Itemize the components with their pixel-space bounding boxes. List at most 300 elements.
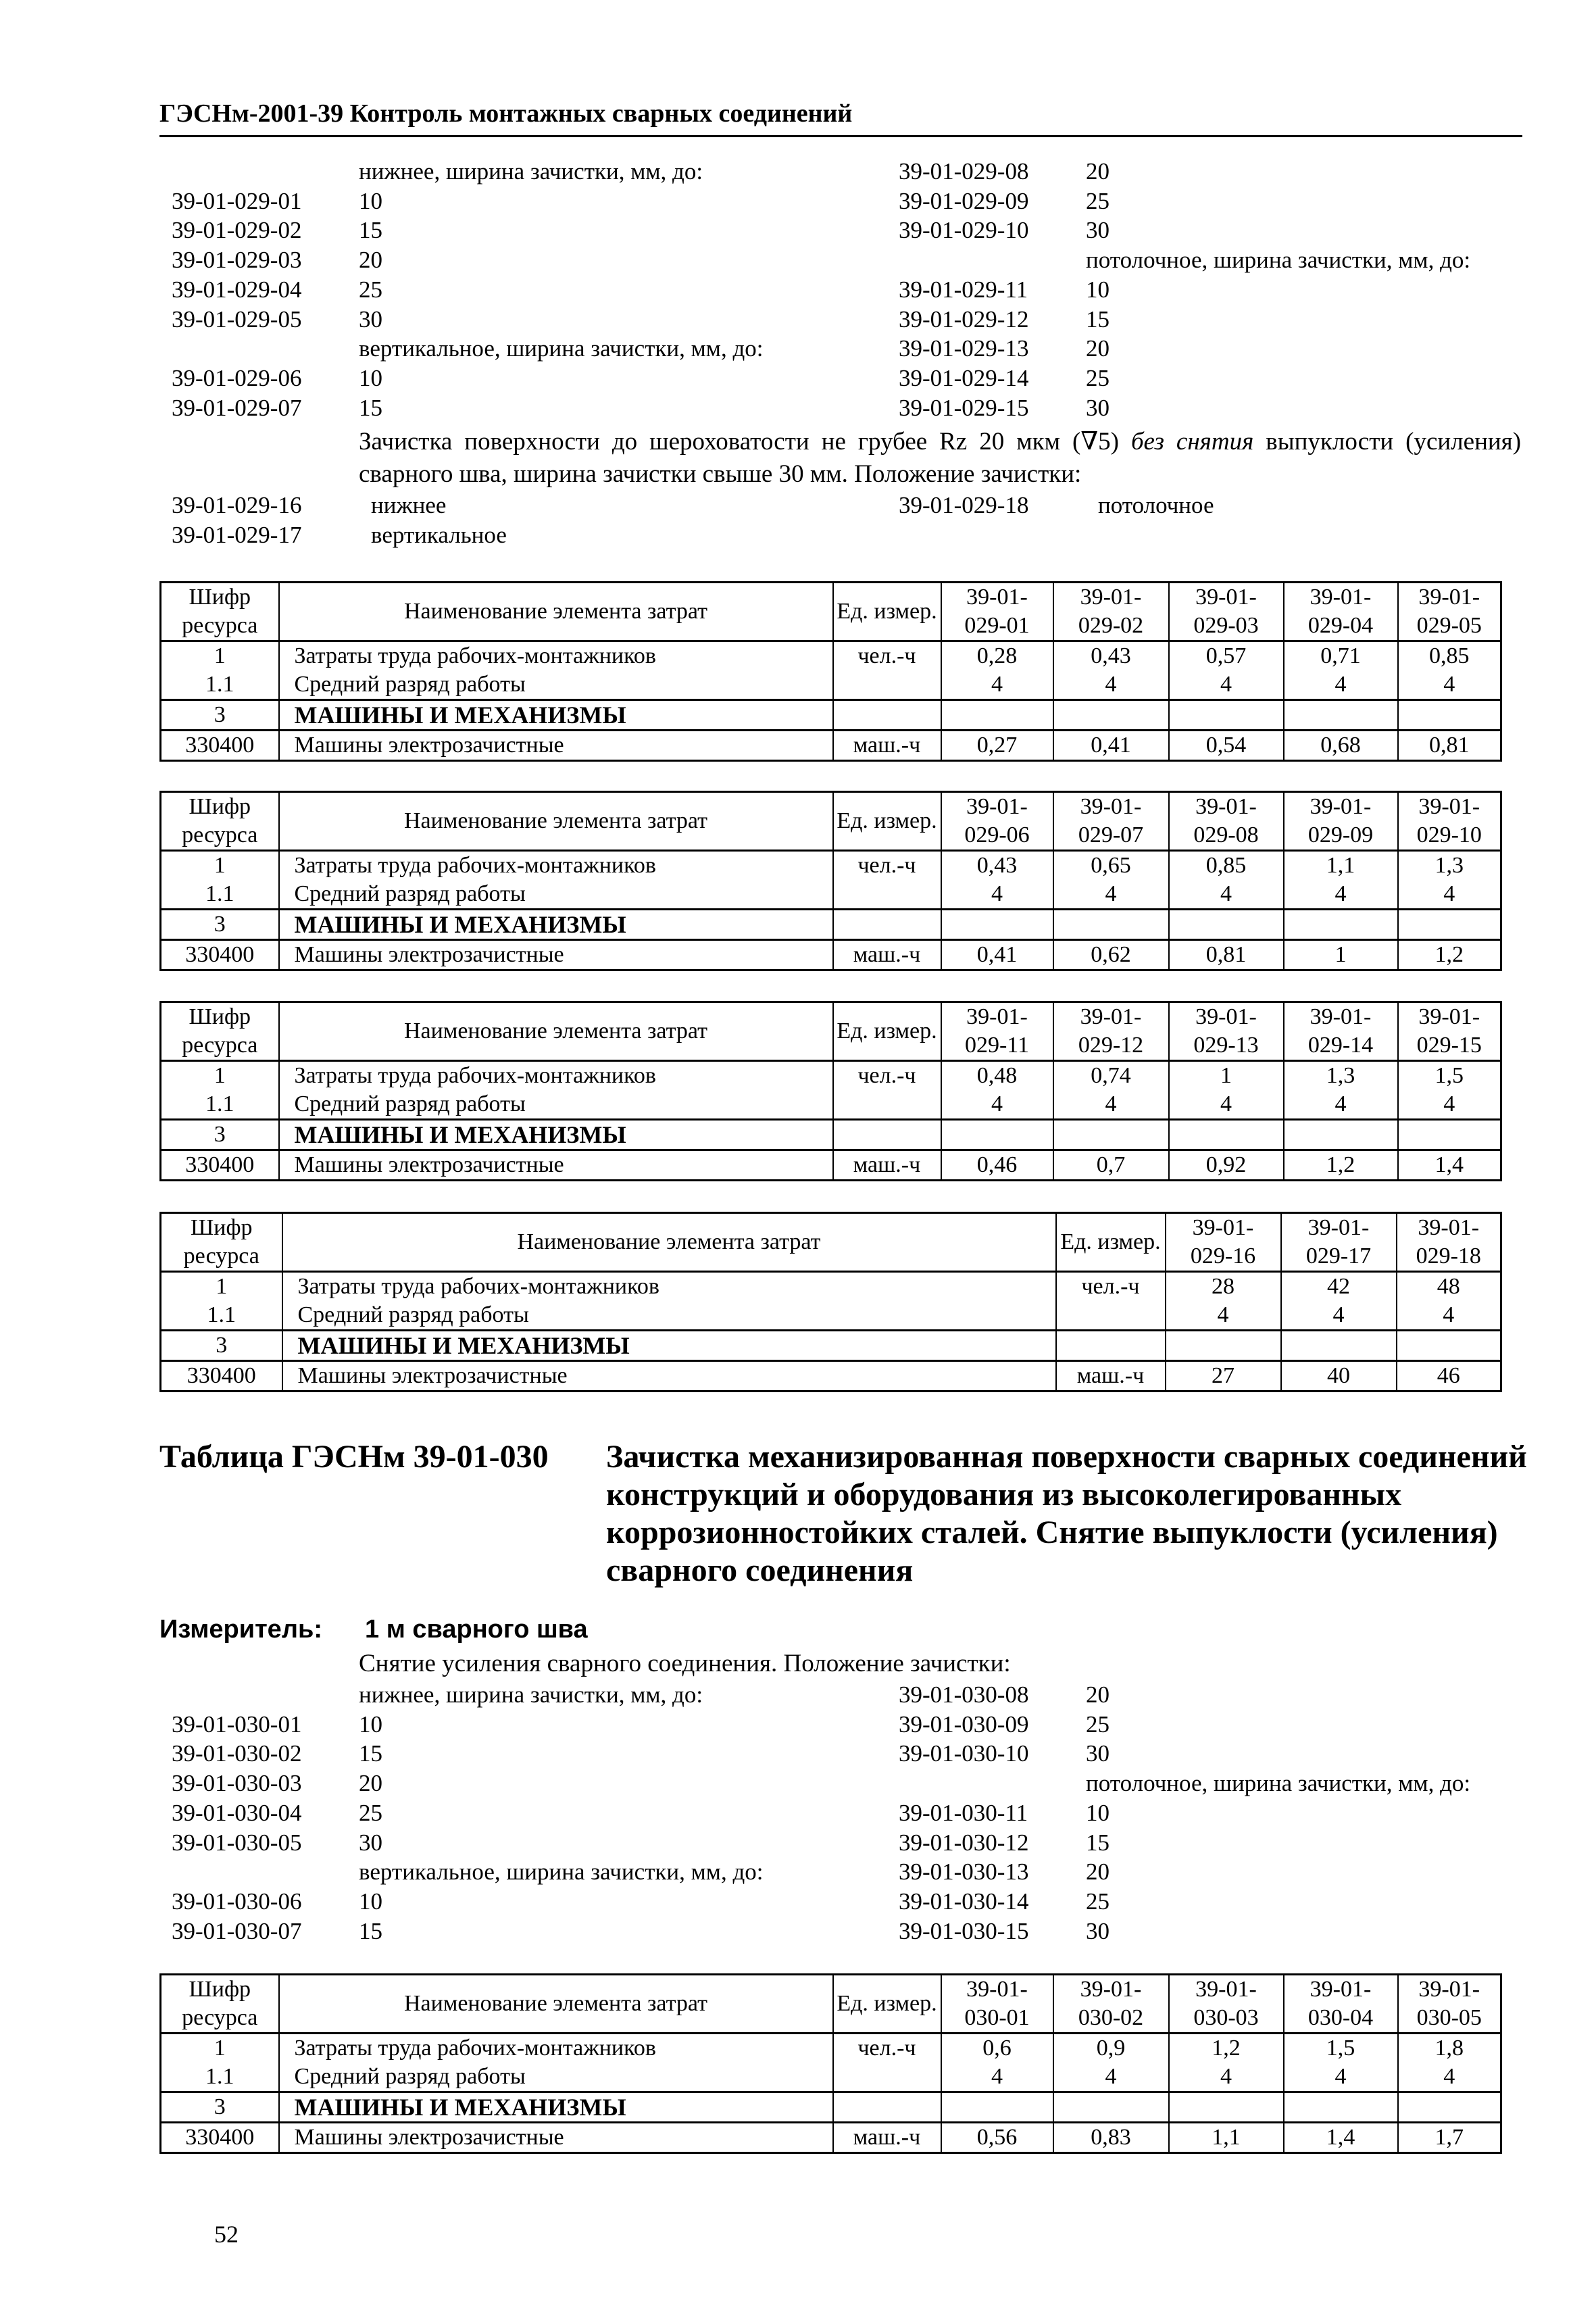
description-paragraph [359, 426, 1521, 491]
resource-table [159, 791, 1502, 971]
header-code: 39-01- 029-18 [1397, 1213, 1501, 1272]
table-row [161, 700, 1501, 731]
cell-value: 4 [1166, 1301, 1281, 1331]
item-value: 10 [359, 187, 382, 214]
cell-name: Средний разряд работы [279, 670, 833, 700]
cell-value: 0,54 [1169, 731, 1284, 761]
table-row [161, 670, 1501, 700]
cell-shifr: 1.1 [161, 1090, 279, 1120]
cell-value: 4 [941, 1090, 1053, 1120]
listing-line [0, 305, 1596, 335]
item-value: 30 [359, 1829, 382, 1856]
cell-value: 4 [941, 670, 1053, 700]
item-code-right: 39-01-030-13 [899, 1858, 1029, 1886]
item-value-right: 25 [1086, 1710, 1109, 1738]
cell-name: Средний разряд работы [282, 1301, 1056, 1331]
cell-value: 1,5 [1398, 1061, 1501, 1091]
header-unit: Ед. измер. [1056, 1213, 1166, 1272]
item-value: 20 [359, 247, 382, 274]
header-code: 39-01- 029-16 [1166, 1213, 1281, 1272]
header-code: 39-01- 029-04 [1284, 583, 1398, 641]
header-code: 39-01- 029-11 [941, 1002, 1053, 1061]
header-code: 39-01- 030-02 [1053, 1975, 1169, 2034]
header-shifr: Шифр ресурса [161, 1975, 279, 2034]
measure-label: Измеритель: [159, 1615, 322, 1644]
item-code: 39-01-029-07 [172, 394, 302, 421]
header-code: 39-01- 030-03 [1169, 1975, 1284, 2034]
cell-value: 1,1 [1284, 851, 1398, 881]
cell-value: 0,28 [941, 641, 1053, 671]
cell-value: 0,57 [1169, 641, 1284, 671]
cell-value: 1,1 [1169, 2123, 1284, 2153]
cell-unit: чел.-ч [833, 641, 941, 671]
cell-unit [833, 1120, 941, 1150]
table-header-row [161, 792, 1501, 851]
cell-value: 1,7 [1398, 2123, 1501, 2153]
item-code-right: 39-01-029-18 [899, 492, 1029, 518]
item-value: вертикальное, ширина зачистки, мм, до: [359, 1858, 764, 1886]
cell-value [1053, 700, 1169, 731]
cell-value: 0,85 [1398, 641, 1501, 671]
cell-shifr: 3 [161, 700, 279, 731]
header-code: 39-01- 029-10 [1398, 792, 1501, 851]
header-code: 39-01- 030-05 [1398, 1975, 1501, 2034]
cell-shifr: 330400 [161, 2123, 279, 2153]
item-value-right: 15 [1086, 305, 1109, 333]
table-row [161, 2034, 1501, 2063]
item-value-right: 20 [1086, 335, 1109, 362]
cell-value [941, 2092, 1053, 2123]
cell-value: 1,3 [1284, 1061, 1398, 1091]
item-code: 39-01-030-05 [172, 1829, 302, 1856]
cell-name: МАШИНЫ И МЕХАНИЗМЫ [279, 2092, 833, 2123]
item-value: 25 [359, 1799, 382, 1826]
header-code: 39-01- 030-04 [1284, 1975, 1398, 2034]
item-value-right: 25 [1086, 187, 1109, 214]
cell-name: МАШИНЫ И МЕХАНИЗМЫ [279, 700, 833, 731]
cell-shifr: 1 [161, 1061, 279, 1091]
cell-value: 0,81 [1398, 731, 1501, 761]
cell-value: 1,2 [1398, 940, 1501, 970]
item-code: 39-01-029-05 [172, 305, 302, 333]
cell-value: 1,5 [1284, 2034, 1398, 2063]
table-row [161, 851, 1501, 881]
cell-unit [833, 2063, 941, 2092]
cell-value [941, 910, 1053, 940]
item-value: нижнее, ширина зачистки, мм, до: [359, 1681, 703, 1708]
cell-value [1169, 1120, 1284, 1150]
table-row [161, 1301, 1501, 1331]
item-code: 39-01-030-03 [172, 1770, 302, 1797]
item-value: 15 [359, 394, 382, 421]
paragraph-text: Зачистка поверхности до шероховатости не грубее Rz 20 мкм (∇5) [359, 428, 1131, 456]
cell-value: 0,83 [1053, 2123, 1169, 2153]
cell-value: 0,85 [1169, 851, 1284, 881]
item-code: 39-01-029-02 [172, 217, 302, 244]
item-code-right: 39-01-030-12 [899, 1829, 1029, 1856]
row-group [161, 2034, 1501, 2092]
cell-value [1284, 2092, 1398, 2123]
cell-value: 4 [1281, 1301, 1397, 1331]
cell-shifr: 330400 [161, 1150, 279, 1181]
header-code: 39-01- 029-09 [1284, 792, 1398, 851]
cell-value [1398, 1120, 1501, 1150]
header-unit: Ед. измер. [833, 792, 941, 851]
table-row [161, 880, 1501, 910]
cell-unit: маш.-ч [833, 1150, 941, 1181]
cell-shifr: 1.1 [161, 1301, 282, 1331]
table-row [161, 1361, 1501, 1392]
item-value: вертикальное, ширина зачистки, мм, до: [359, 335, 764, 362]
cell-value: 0,74 [1053, 1061, 1169, 1091]
listing-line [0, 1917, 1596, 1946]
cell-value [1169, 700, 1284, 731]
item-code-right: 39-01-029-15 [899, 394, 1029, 421]
row-group [161, 1272, 1501, 1331]
item-code: 39-01-029-01 [172, 187, 302, 214]
row-group [161, 1331, 1501, 1392]
item-code-right: 39-01-030-15 [899, 1917, 1029, 1944]
header-code: 39-01- 029-03 [1169, 583, 1284, 641]
paragraph-italic: без снятия [1130, 428, 1254, 456]
item-value-right: потолочное, ширина зачистки, мм, до: [1086, 247, 1471, 274]
cell-value: 4 [1053, 1090, 1169, 1120]
row-group [161, 700, 1501, 761]
cell-value: 27 [1166, 1361, 1281, 1392]
cell-value: 4 [1284, 1090, 1398, 1120]
cell-value [1166, 1331, 1281, 1361]
header-code: 39-01- 029-15 [1398, 1002, 1501, 1061]
row-group [161, 641, 1501, 700]
cell-value: 1,3 [1398, 851, 1501, 881]
cell-value: 0,71 [1284, 641, 1398, 671]
item-value: 10 [359, 364, 382, 391]
cell-shifr: 1 [161, 641, 279, 671]
item-code-right: 39-01-030-14 [899, 1888, 1029, 1915]
measure-value: 1 м сварного шва [365, 1615, 588, 1644]
table-row [161, 2092, 1501, 2123]
cell-shifr: 330400 [161, 940, 279, 970]
cell-value: 4 [1169, 2063, 1284, 2092]
cell-shifr: 1 [161, 1272, 282, 1302]
table-row [161, 2123, 1501, 2153]
cell-value: 0,9 [1053, 2034, 1169, 2063]
listing-line [0, 1739, 1596, 1769]
header-code: 39-01- 029-08 [1169, 792, 1284, 851]
table-row [161, 1150, 1501, 1181]
cell-value: 4 [1169, 880, 1284, 910]
cell-value: 0,41 [941, 940, 1053, 970]
cell-value: 4 [1053, 2063, 1169, 2092]
header-code: 39-01- 029-06 [941, 792, 1053, 851]
item-code: 39-01-030-01 [172, 1710, 302, 1738]
header-unit: Ед. измер. [833, 1975, 941, 2034]
listing-line [0, 491, 1596, 520]
cell-value [941, 700, 1053, 731]
cell-unit [833, 880, 941, 910]
cell-value: 4 [1398, 880, 1501, 910]
item-code-right: 39-01-030-11 [899, 1799, 1028, 1826]
item-value: 10 [359, 1888, 382, 1915]
cell-unit [833, 700, 941, 731]
listing-line [0, 334, 1596, 364]
cell-value: 4 [1053, 670, 1169, 700]
item-code: 39-01-030-04 [172, 1799, 302, 1826]
cell-value: 0,62 [1053, 940, 1169, 970]
header-code: 39-01- 029-07 [1053, 792, 1169, 851]
header-shifr: Шифр ресурса [161, 792, 279, 851]
header-shifr: Шифр ресурса [161, 1002, 279, 1061]
cell-name: Затраты труда рабочих-монтажников [279, 1061, 833, 1091]
cell-name: Затраты труда рабочих-монтажников [279, 641, 833, 671]
cell-value [1169, 2092, 1284, 2123]
cell-value: 0,46 [941, 1150, 1053, 1181]
item-value-right: 20 [1086, 1681, 1109, 1708]
row-group [161, 1120, 1501, 1181]
cell-name: Машины электрозачистные [279, 1150, 833, 1181]
cell-value: 0,68 [1284, 731, 1398, 761]
cell-value: 4 [941, 2063, 1053, 2092]
table-row [161, 731, 1501, 761]
cell-value: 4 [941, 880, 1053, 910]
item-code: 39-01-029-06 [172, 364, 302, 391]
page-number: 52 [214, 2221, 239, 2248]
cell-value: 0,43 [941, 851, 1053, 881]
item-value: 10 [359, 1710, 382, 1738]
header-name: Наименование элемента затрат [279, 792, 833, 851]
item-code-right: 39-01-030-09 [899, 1710, 1029, 1738]
header-code: 39-01- 029-17 [1281, 1213, 1397, 1272]
item-value-right: 30 [1086, 1917, 1109, 1944]
table-row [161, 1272, 1501, 1302]
cell-name: МАШИНЫ И МЕХАНИЗМЫ [282, 1331, 1056, 1361]
table-row [161, 1120, 1501, 1150]
cell-value: 40 [1281, 1361, 1397, 1392]
cell-shifr: 1.1 [161, 880, 279, 910]
resource-table [159, 1001, 1502, 1181]
item-value-right: 20 [1086, 158, 1109, 184]
cell-value: 4 [1398, 670, 1501, 700]
item-value-right: 25 [1086, 1888, 1109, 1915]
item-code-right: 39-01-029-08 [899, 158, 1029, 184]
header-name: Наименование элемента затрат [282, 1213, 1056, 1272]
cell-name: МАШИНЫ И МЕХАНИЗМЫ [279, 1120, 833, 1150]
cell-value: 1,2 [1169, 2034, 1284, 2063]
item-value-right: 15 [1086, 1829, 1109, 1856]
item-code: 39-01-030-02 [172, 1740, 302, 1767]
item-code-right: 39-01-029-14 [899, 364, 1029, 391]
cell-value: 42 [1281, 1272, 1397, 1302]
cell-shifr: 1 [161, 851, 279, 881]
item-value-right: потолочное, ширина зачистки, мм, до: [1086, 1770, 1471, 1797]
item-value: нижнее, ширина зачистки, мм, до: [359, 158, 703, 184]
paragraph-text-end: выпуклости (усиления) сварного шва, ширина зачистки свыше 30 мм. Положение зачистки: [359, 428, 1522, 488]
header-unit: Ед. измер. [833, 1002, 941, 1061]
item-code-right: 39-01-029-11 [899, 276, 1028, 303]
cell-shifr: 3 [161, 1331, 282, 1361]
table-row [161, 910, 1501, 940]
cell-value: 4 [1169, 670, 1284, 700]
cell-unit: маш.-ч [833, 2123, 941, 2153]
item-code: 39-01-029-04 [172, 276, 302, 303]
cell-shifr: 330400 [161, 731, 279, 761]
resource-table [159, 1212, 1502, 1392]
cell-value: 1,8 [1398, 2034, 1501, 2063]
cell-value [941, 1120, 1053, 1150]
header-name: Наименование элемента затрат [279, 1002, 833, 1061]
cell-value [1398, 910, 1501, 940]
cell-value: 1 [1169, 1061, 1284, 1091]
listing-line [0, 520, 1596, 550]
listing-line [0, 1710, 1596, 1740]
table-header-row [161, 1213, 1501, 1272]
cell-value: 0,48 [941, 1061, 1053, 1091]
header-code: 39-01- 029-02 [1053, 583, 1169, 641]
cell-value [1053, 910, 1169, 940]
cell-unit: чел.-ч [833, 2034, 941, 2063]
cell-name: Средний разряд работы [279, 880, 833, 910]
cell-unit [833, 1090, 941, 1120]
item-code: 39-01-030-06 [172, 1888, 302, 1915]
item-code-right: 39-01-029-10 [899, 217, 1029, 244]
section-label: Таблица ГЭСНм 39-01-030 [159, 1439, 549, 1475]
cell-value: 1,2 [1284, 1150, 1398, 1181]
item-code: 39-01-029-03 [172, 247, 302, 274]
item-code-right: 39-01-030-10 [899, 1740, 1029, 1767]
item-value-right: 25 [1086, 364, 1109, 391]
table-row [161, 1061, 1501, 1091]
item-value-right: потолочное [1098, 492, 1214, 518]
cell-value: 4 [1284, 2063, 1398, 2092]
header-code: 39-01- 030-01 [941, 1975, 1053, 2034]
cell-value: 0,65 [1053, 851, 1169, 881]
cell-unit [833, 670, 941, 700]
resource-table [159, 1973, 1502, 2154]
row-group [161, 910, 1501, 970]
cell-shifr: 330400 [161, 1361, 282, 1392]
row-group [161, 851, 1501, 910]
cell-unit [1056, 1301, 1166, 1331]
table-row [161, 2063, 1501, 2092]
cell-name: Машины электрозачистные [279, 2123, 833, 2153]
item-code: 39-01-029-16 [172, 492, 302, 518]
listing-line [0, 1887, 1596, 1917]
listing-line [0, 1798, 1596, 1828]
cell-value: 46 [1397, 1361, 1501, 1392]
header-rule [159, 135, 1522, 137]
item-value: 20 [359, 1770, 382, 1797]
header-name: Наименование элемента затрат [279, 583, 833, 641]
cell-value: 4 [1169, 1090, 1284, 1120]
table-row [161, 641, 1501, 671]
cell-value [1284, 910, 1398, 940]
cell-name: Затраты труда рабочих-монтажников [279, 2034, 833, 2063]
header-code: 39-01- 029-05 [1398, 583, 1501, 641]
cell-shifr: 3 [161, 1120, 279, 1150]
cell-value: 4 [1398, 2063, 1501, 2092]
cell-value: 1,4 [1398, 1150, 1501, 1181]
cell-value: 4 [1053, 880, 1169, 910]
item-code-right: 39-01-029-12 [899, 305, 1029, 333]
cell-value [1398, 700, 1501, 731]
cell-name: Затраты труда рабочих-монтажников [282, 1272, 1056, 1302]
cell-unit: чел.-ч [833, 1061, 941, 1091]
cell-value [1053, 2092, 1169, 2123]
cell-name: Средний разряд работы [279, 1090, 833, 1120]
cell-shifr: 3 [161, 2092, 279, 2123]
cell-value [1398, 2092, 1501, 2123]
listing-line [0, 393, 1596, 423]
cell-unit [833, 910, 941, 940]
cell-value: 4 [1284, 880, 1398, 910]
running-header: ГЭСНм-2001-39 Контроль монтажных сварных соединений [159, 99, 853, 128]
item-code: 39-01-029-17 [172, 521, 302, 548]
header-name: Наименование элемента затрат [279, 1975, 833, 2034]
cell-value: 28 [1166, 1272, 1281, 1302]
item-value: вертикальное [371, 521, 507, 548]
item-value: 15 [359, 217, 382, 244]
table-row [161, 1090, 1501, 1120]
cell-name: МАШИНЫ И МЕХАНИЗМЫ [279, 910, 833, 940]
item-value: 25 [359, 276, 382, 303]
table-row [161, 940, 1501, 970]
item-value-right: 30 [1086, 394, 1109, 421]
cell-unit: маш.-ч [833, 940, 941, 970]
header-code: 39-01- 029-12 [1053, 1002, 1169, 1061]
item-value-right: 10 [1086, 1799, 1109, 1826]
cell-value [1281, 1331, 1397, 1361]
item-code-right: 39-01-029-13 [899, 335, 1029, 362]
cell-value: 0,92 [1169, 1150, 1284, 1181]
item-value-right: 10 [1086, 276, 1109, 303]
item-value: 15 [359, 1917, 382, 1944]
header-shifr: Шифр ресурса [161, 1213, 282, 1272]
section-subtitle: Снятие усиления сварного соединения. Положение зачистки: [359, 1650, 1011, 1677]
table-header-row [161, 1975, 1501, 2034]
item-value: 15 [359, 1740, 382, 1767]
cell-value: 0,7 [1053, 1150, 1169, 1181]
listing-line [0, 1680, 1596, 1710]
row-group [161, 2092, 1501, 2153]
row-group [161, 1061, 1501, 1120]
listing-line [0, 245, 1596, 275]
listing-line [0, 1828, 1596, 1858]
cell-value: 0,27 [941, 731, 1053, 761]
cell-name: Машины электрозачистные [279, 731, 833, 761]
cell-unit: маш.-ч [833, 731, 941, 761]
listing-line [0, 1857, 1596, 1887]
cell-shifr: 1.1 [161, 2063, 279, 2092]
cell-value: 4 [1284, 670, 1398, 700]
cell-value [1284, 1120, 1398, 1150]
section-title: Зачистка механизированная поверхности сварных соединений конструкций и оборудования из высоколегированных коррозионностойких сталей. Снятие выпуклости (усиления) сварного соединения [606, 1439, 1527, 1588]
listing-line [0, 187, 1596, 216]
cell-unit [1056, 1331, 1166, 1361]
item-code: 39-01-030-07 [172, 1917, 302, 1944]
cell-value: 0,41 [1053, 731, 1169, 761]
cell-shifr: 3 [161, 910, 279, 940]
cell-unit: чел.-ч [1056, 1272, 1166, 1302]
item-value: нижнее [371, 492, 447, 518]
resource-table [159, 581, 1502, 762]
item-value-right: 30 [1086, 1740, 1109, 1767]
cell-value [1169, 910, 1284, 940]
header-code: 39-01- 029-14 [1284, 1002, 1398, 1061]
listing-line [0, 1769, 1596, 1798]
cell-shifr: 1.1 [161, 670, 279, 700]
item-code-right: 39-01-030-08 [899, 1681, 1029, 1708]
header-code: 39-01- 029-01 [941, 583, 1053, 641]
